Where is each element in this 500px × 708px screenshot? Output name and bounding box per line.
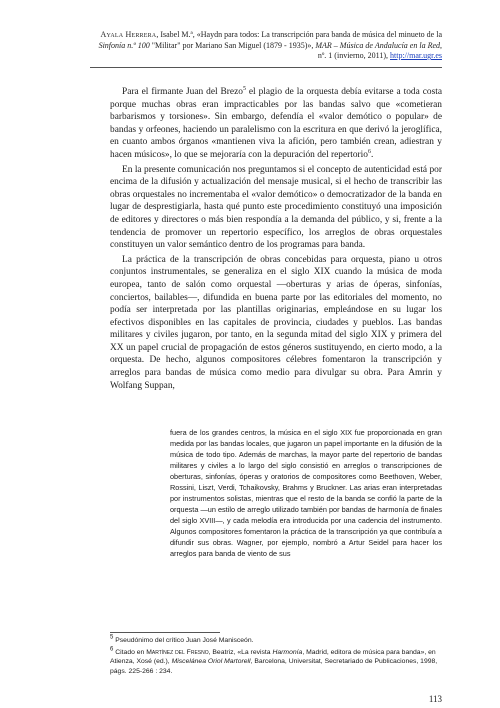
header-line1: , Isabel M.ª, «Haydn para todos: La transcripción para banda de música del [156, 30, 397, 39]
footnote-6-text-c: , Madrid, editora de música para banda», en Atienza, Xosé (ed.), [110, 648, 436, 666]
running-header [92, 30, 442, 62]
paragraph-1-end: . [370, 149, 374, 160]
footnote-5 [110, 636, 442, 646]
footnote-6-number: 6 [110, 646, 114, 653]
footnote-6 [110, 648, 442, 677]
header-link[interactable]: http://mar.ugr.es [390, 51, 442, 60]
paragraph-1-rest: el plagio de la orquesta debía evitarse a toda costa porque muchas obras eran impracticables por las bandas salvo que «cometieran barbarismos y torsiones». Sin embargo, defendía el «valor demótico o popular» de bandas y orfeones, haciendo un paralelismo con la escritura en que derivó la jeroglífica, en cuanto ambos órganos «mantienen viva la afición, pero también crean, adiestran y hacen músicos», lo que se mejoraría con la depuración del repertorio [110, 87, 442, 160]
header-line2-italic: Sinfonía n.º 100 [98, 40, 150, 50]
footnote-6-journal: Harmonía [272, 648, 303, 656]
block-quote [170, 427, 442, 559]
footnote-6-book: Miscelánea Oriol Martorell [171, 658, 251, 666]
page-number: 113 [428, 694, 442, 704]
main-text [110, 86, 442, 392]
header-line2b: "Militar" por Mariano San Miguel (1879 - 1935)», [149, 40, 316, 50]
header-author: Ayala Herrera [100, 30, 157, 39]
footnotes [110, 636, 442, 678]
header-line2-italic2: MAR – Música de [315, 40, 373, 50]
footnote-6-text-b: , Beatriz, «La revista [208, 648, 273, 656]
footnote-6-text-a: Citado en [113, 648, 147, 656]
paragraph-3: La práctica de la transcripción de obras concebidas para orquesta, piano u otros conjuntos instrumentales, se generaliza en el siglo XIX cuando la música de moda europea, tanto de salón como orquestal —oberturas y arias de óperas, sinfonías, conciertos, bailables—, difundida en buena parte por las editoriales del momento, no podía ser interpretada por las plantillas originarias, empleándose en su lugar los efectivos disponibles en las capitales de provincia, ciudades y pueblos. Las bandas militares y civiles jugaron, por tanto, en la segunda mitad del siglo XIX y primera del XX un papel crucial de propagación de estos géneros sustituyendo, en cierto modo, a la orquesta. De hecho, algunos compositores célebres fomentaron la transcripción y arreglos para bandas de música como medio para divulgar su obra. Para Amrin y Wolfang Suppan, [110, 254, 442, 391]
footnote-ref-5[interactable]: 5 [242, 85, 246, 92]
footnote-ref-6[interactable]: 6 [367, 148, 371, 155]
footnote-rule [110, 632, 220, 633]
paragraph-2: En la presente comunicación nos preguntamos si el concepto de autenticidad está por encima de la difusión y actualización del mensaje musical, si el hecho de transcribir las obras orquestales no incrementaba el «valor demótico» o democratizador de la banda en lugar de desprestigiarla, hasta qué punto este procedimiento constituyó una imposición de editores y directores o más bien respondía a la demanda del público, y si, frente a la tendencia de promover un repertorio específico, los arreglos de obras orquestales constituyen un valor semántico dentro de los programas para banda. [110, 164, 442, 251]
header-line2a: minueto de la [398, 30, 442, 39]
footnote-5-number: 5 [110, 634, 114, 641]
header-line3-italic: Andalucía en la Red [374, 40, 440, 50]
block-quote-text: fuera de los grandes centros, la música en el siglo XIX fue proporcionada en gran medida por las bandas locales, que jugaron un papel importante en la difusión de la música de todo tipo. Además de marchas, la mayor parte del repertorio de bandas militares y civiles a lo largo del siglo consistió en arreglos o transcripciones de oberturas, sinfonías, óperas y oratorios de compositores como Beethoven, Weber, Rossini, Liszt, Verdi, Tchaikovsky, Brahms y Bruckner. Las arias eran interpretadas por instrumentos solistas, mientras que el resto de la banda se confió la parte de la orquesta —un estilo de arreglo utilizado también por bandas de harmonía de finales del siglo XVIII—, y cada melodía era introducida por una cadencia del instrumento. Algunos compositores fomentaron la práctica de la transcripción ya que contribuía a difundir sus obras. Wagner, por ejemplo, nombró a Artur Seidel para hacer los arreglos para banda de viento de sus [170, 428, 442, 558]
header-rule [90, 67, 442, 68]
footnote-6-text-d: , Barcelona, Universitat, Secretariado de Publicaciones, 1998, págs. 225-266 : 234. [110, 658, 438, 675]
paragraph-1 [110, 86, 442, 162]
header-line3: , nº. 1 (invierno, 2011), [317, 40, 442, 60]
footnote-5-text: Pseudónimo del crítico Juan José Manisceón. [113, 637, 254, 644]
paragraph-1-text: Para el firmante Juan del Brezo [122, 87, 243, 97]
footnote-6-author: Martínez del Fresno [146, 648, 209, 656]
